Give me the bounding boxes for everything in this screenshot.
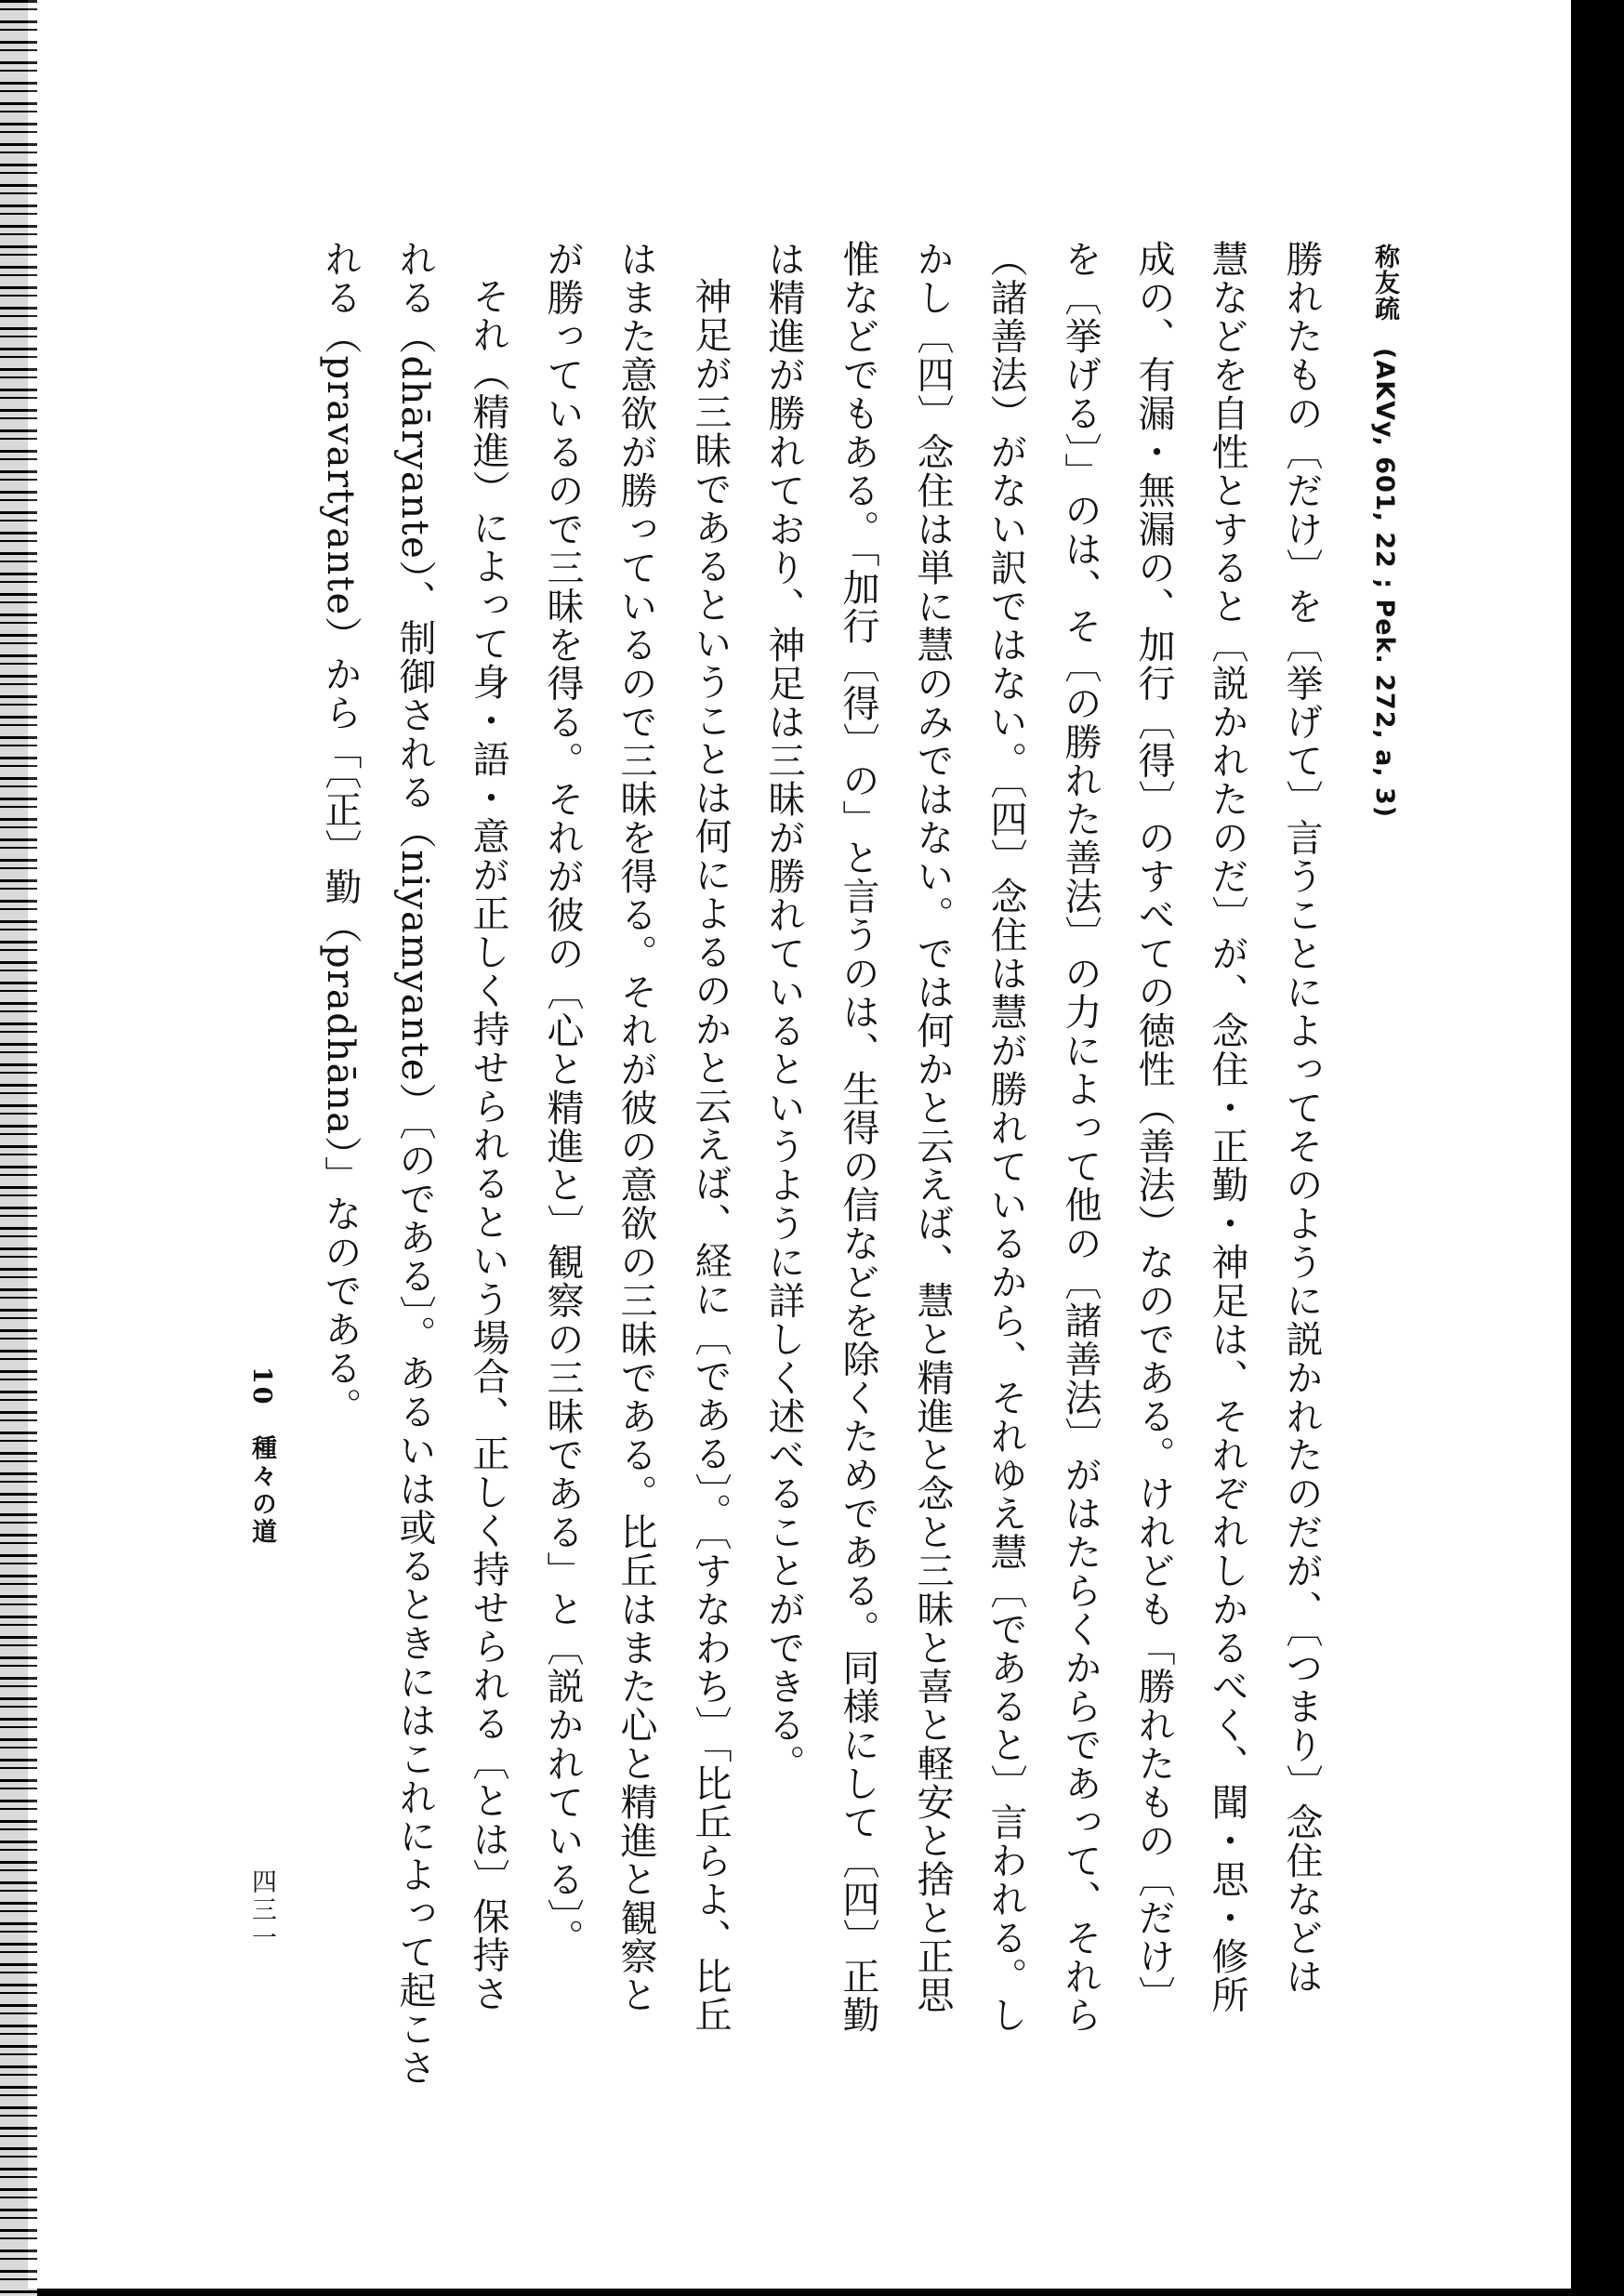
text-line-05: （諸善法）がない訳ではない。〔四〕念住は慧が勝れているから、それゆえ慧〔であると〕言われる。し — [984, 240, 1027, 2035]
scan-edge-left — [0, 0, 37, 2296]
running-header-main: 称友疏 (AKVy, 601, 22 ; Pek. 272, a, 3) — [1370, 244, 1399, 819]
text-line-01: 勝れたもの〔だけ〕を〔挙げて〕言うことによってそのように説かれたのだが、〔つまり〕念住などは — [1280, 240, 1323, 1996]
page-number: 四三一 — [247, 1868, 276, 1952]
text-line-13: れる（dhāryante）、制御される（niyamyante）〔のである〕。あるいは或るときにはこれによって起こさ — [393, 240, 436, 2087]
text-line-14: れる（pravartyante）から「〔正〕勤（pradhāna）」なのである。 — [319, 240, 362, 1426]
text-line-09: 神足が三昧であるということは何によるのかと云えば、経に〔である〕。〔すなわち〕「比丘らよ、比丘 — [689, 277, 732, 2035]
text-line-10: はまた意欲が勝っているので三昧を得る。それが彼の意欲の三昧である。比丘はまた心と精進と観察と — [614, 240, 657, 2014]
text-line-08: は精進が勝れており、神足は三昧が勝れているというように詳しく述べることができる。 — [762, 240, 805, 1783]
text-line-11: が勝っているので三昧を得る。それが彼の〔心と精進と〕観察の三昧である」と〔説かれている〕。 — [541, 240, 584, 1958]
text-line-06: かし〔四〕念住は単に慧のみではない。では何かと云えば、慧と精進と念と三昧と喜と軽安と捨と正思 — [911, 240, 954, 2014]
scan-edge-right — [1583, 0, 1624, 2296]
text-line-04: を〔挙げる〕」のは、そ〔の勝れた善法〕の力によって他の〔諸善法〕がはたらくからであって、それら — [1059, 240, 1102, 2035]
text-line-07: 惟などでもある。「加行〔得〕の」と言うのは、生得の信などを除くためである。同様にして〔四〕正勤 — [837, 240, 879, 2035]
text-line-02: 慧などを自性とすると〔説かれたのだ〕が、念住・正勤・神足は、それぞれしかるべく、聞・思・修所 — [1206, 240, 1248, 2014]
text-line-03: 成の、有漏・無漏の、加行〔得〕のすべての徳性（善法）なのである。けれども「勝れたもの〔だけ〕 — [1132, 240, 1175, 2014]
text-line-12: それ（精進）によって身・語・意が正しく持せられるという場合、正しく持せられる〔とは〕保持さ — [467, 277, 509, 2013]
footer-section-title: 10 種々の道 — [247, 1366, 276, 1547]
